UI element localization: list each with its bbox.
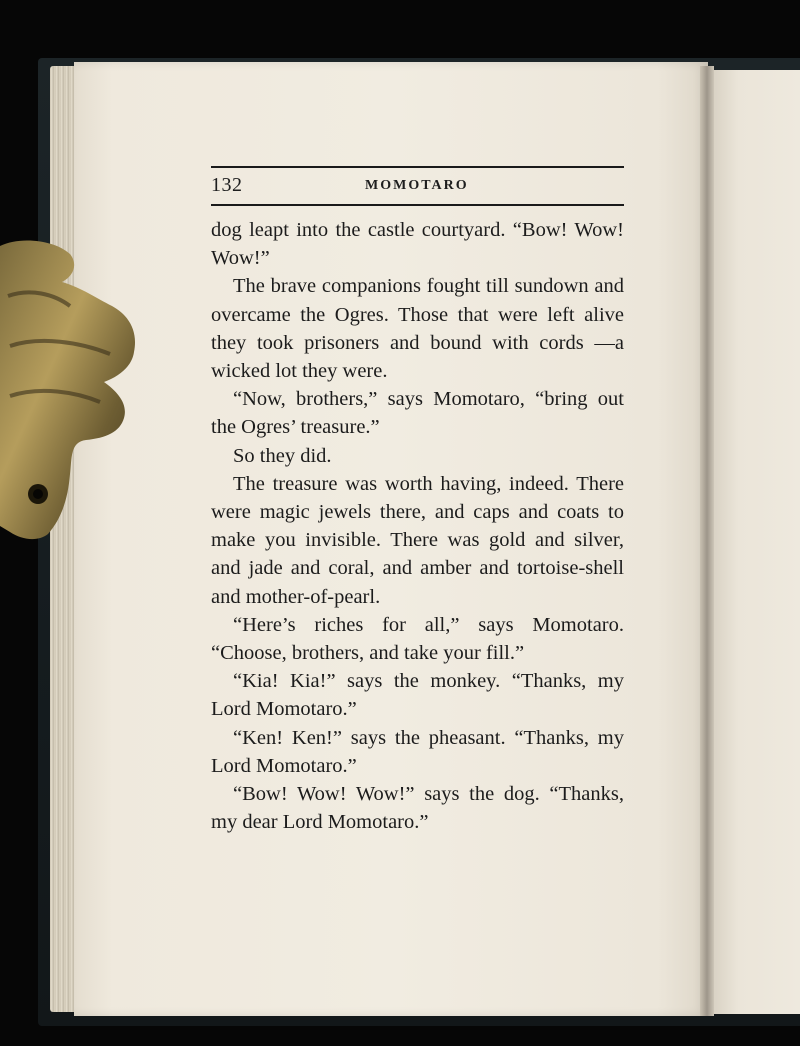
header-rule-bottom [211,204,624,206]
paragraph: dog leapt into the castle courtyard. “Bow! Wow! Wow!” [211,219,624,270]
paragraph: “Now, brothers,” says Momotaro, “bring out the Ogres’ treasure.” [211,388,624,439]
paragraph: “Kia! Kia!” says the monkey. “Thanks, my Lord Momotaro.” [211,670,624,721]
book-gutter [700,66,714,1016]
header-rule-top [211,166,624,168]
paragraph: “Ken! Ken!” says the pheasant. “Thanks, my Lord Momotaro.” [211,726,624,777]
facing-page [712,70,800,1014]
paragraph: “Here’s riches for all,” says Momotaro. “Choose, brothers, and take your fill.” [211,613,624,665]
paragraph: “Bow! Wow! Wow!” says the dog. “Thanks, my dear Lord Momotaro.” [211,783,624,834]
body-text [211,216,624,836]
paragraph: So they did. [233,444,332,467]
brass-clasp-icon [0,236,138,542]
paragraph: The treasure was worth having, indeed. There were magic jewels there, and caps and coats to make you invisible. There was gold and silver, and jade and coral, and amber and tortoise-shell and mother-of-pearl. [211,472,624,608]
paragraph: The brave companions fought till sundown and overcame the Ogres. Those that were left alive they took prisoners and bound with cords —a wicked lot they were. [211,275,624,383]
running-title: MOMOTARO [365,178,469,193]
page-number: 132 [211,174,243,196]
